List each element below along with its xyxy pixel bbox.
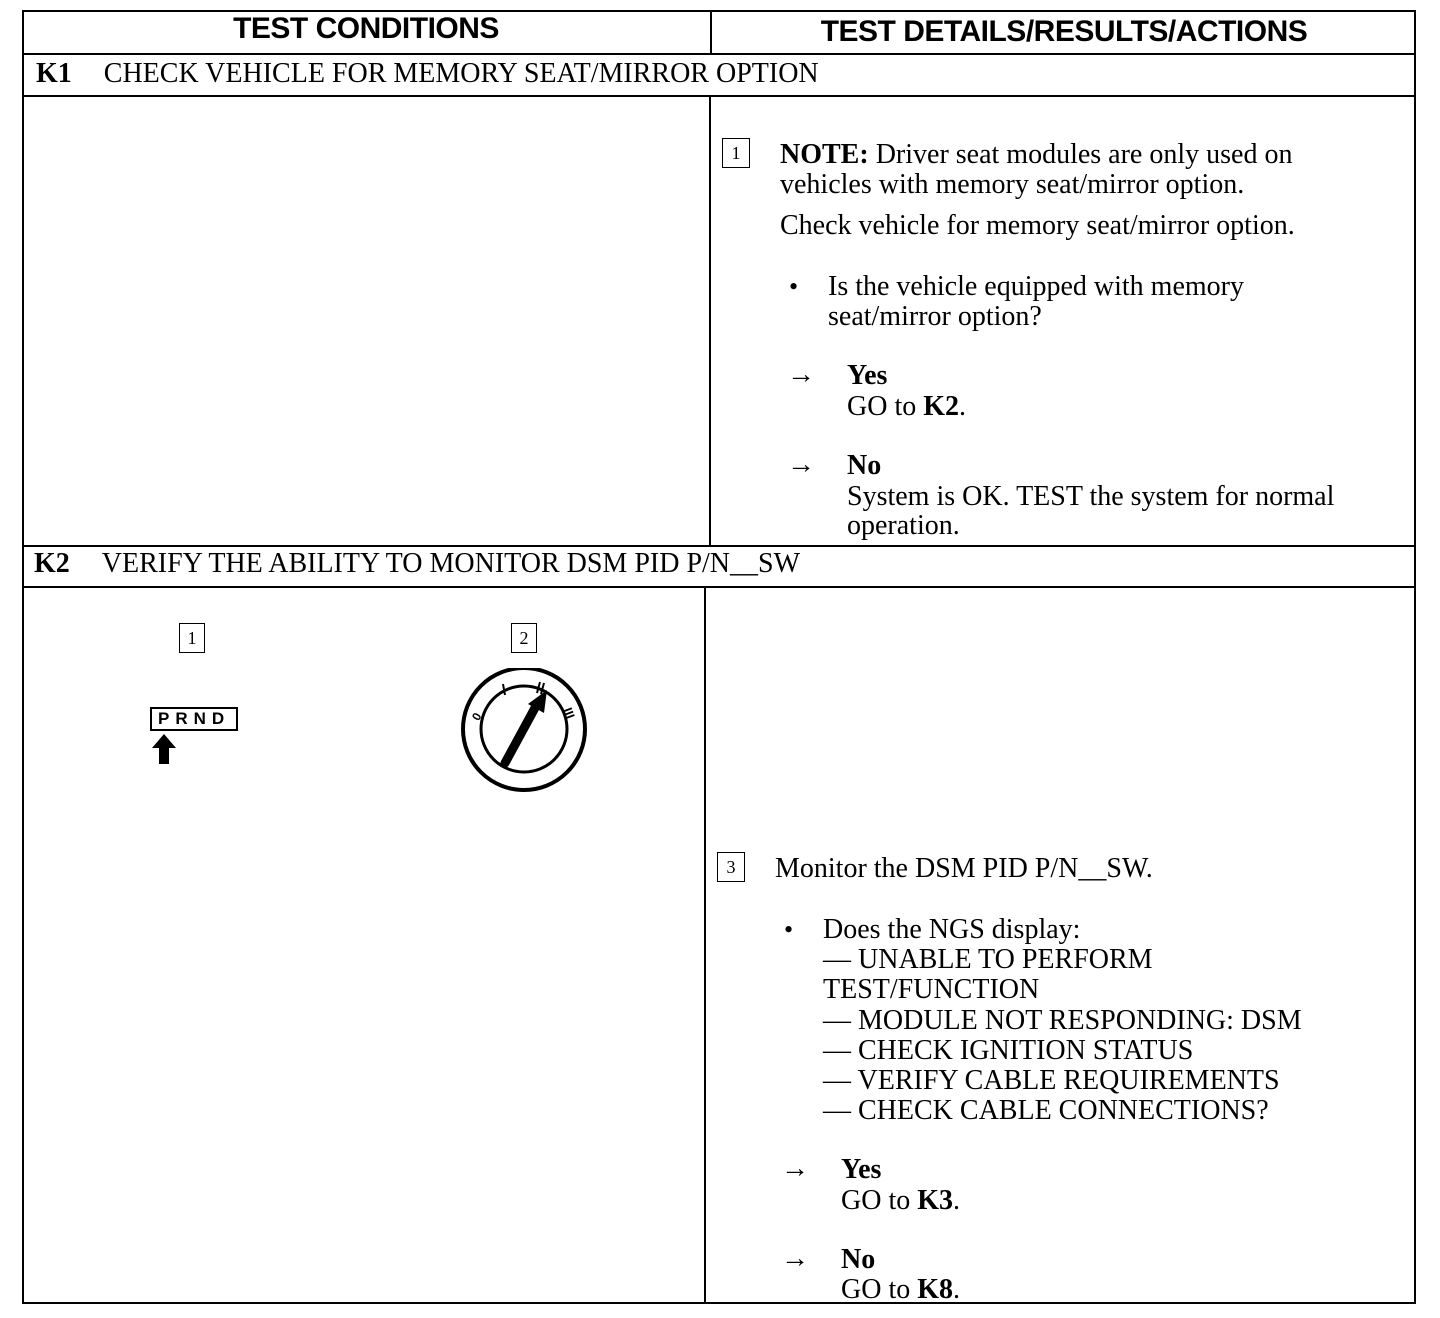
k1-question-line1: Is the vehicle equipped with memory [828,271,1244,302]
k1-yes-label: Yes [847,360,888,391]
k2-yes-action-target: K3 [917,1185,954,1216]
k2-yes-label: Yes [841,1154,882,1185]
k1-note-text1: Driver seat modules are only used on [868,139,1293,170]
k1-step-box: 1 [722,138,750,168]
k2-option: — VERIFY CABLE REQUIREMENTS [823,1065,1280,1096]
svg-text:III: III [560,705,578,721]
k2-yes-arrow-icon: → [781,1153,809,1184]
k2-column-divider [704,586,706,1304]
k2-no-arrow-icon: → [781,1243,809,1274]
k1-note-line2: vehicles with memory seat/mirror option. [780,169,1245,200]
k1-title: CHECK VEHICLE FOR MEMORY SEAT/MIRROR OPTION [103,58,819,89]
k2-no-label: No [841,1244,876,1275]
k1-question-bullet: • [789,272,799,301]
k1-id: K1 [36,58,72,89]
k2-title: VERIFY THE ABILITY TO MONITOR DSM PID P/N__SW [101,548,801,579]
k2-figure1-number: 1 [179,623,205,653]
svg-text:0: 0 [468,710,485,723]
k1-note-label: NOTE: [780,139,869,170]
k2-yes-action-prefix: GO to [841,1185,918,1216]
header-test-conditions: TEST CONDITIONS [233,12,499,45]
k2-option: — MODULE NOT RESPONDING: DSM [823,1005,1302,1036]
k1-no-action-line1: System is OK. TEST the system for normal [847,481,1335,512]
k2-title-row [34,548,800,580]
k1-title-divider [22,95,1416,97]
k2-question-bullet: • [784,915,794,944]
k2-no-action-prefix: GO to [841,1274,918,1305]
k1-yes-action-target: K2 [923,391,960,422]
k1-end-divider [22,545,1416,547]
header-test-details: TEST DETAILS/RESULTS/ACTIONS [820,15,1308,48]
park-arrow-icon [150,732,178,766]
k1-yes-arrow-icon: → [787,359,815,390]
k2-title-divider [22,586,1416,588]
header-divider [22,53,1416,55]
k2-option: — UNABLE TO PERFORM [823,944,1153,975]
ignition-switch-icon [460,668,590,794]
k2-id: K2 [34,548,70,579]
k1-no-arrow-icon: → [787,449,815,480]
k2-option: TEST/FUNCTION [823,974,1040,1005]
k2-instruction: Monitor the DSM PID P/N__SW. [775,853,1153,884]
k1-question-line2: seat/mirror option? [828,301,1042,332]
k1-note-line1 [780,140,1292,170]
k1-column-divider [709,95,711,547]
k1-no-label: No [847,450,882,481]
k2-question-intro: Does the NGS display: [823,914,1081,945]
prnd-selector-label: PRND [150,707,238,731]
k2-option: — CHECK IGNITION STATUS [823,1035,1194,1066]
k1-yes-action: GO to K2. [847,391,967,422]
k2-no-action-target: K8 [917,1274,954,1305]
k2-option: — CHECK CABLE CONNECTIONS? [823,1095,1269,1126]
k2-no-action: GO to K8. [841,1274,961,1305]
k1-instruction: Check vehicle for memory seat/mirror option. [780,210,1295,241]
k2-yes-action: GO to K3. [841,1185,961,1216]
k1-no-action-line2: operation. [847,510,960,541]
k2-step-box: 3 [717,852,745,882]
k1-yes-action-prefix: GO to [847,391,924,422]
k1-title-row [36,58,819,90]
k2-figure2-number: 2 [511,623,537,653]
